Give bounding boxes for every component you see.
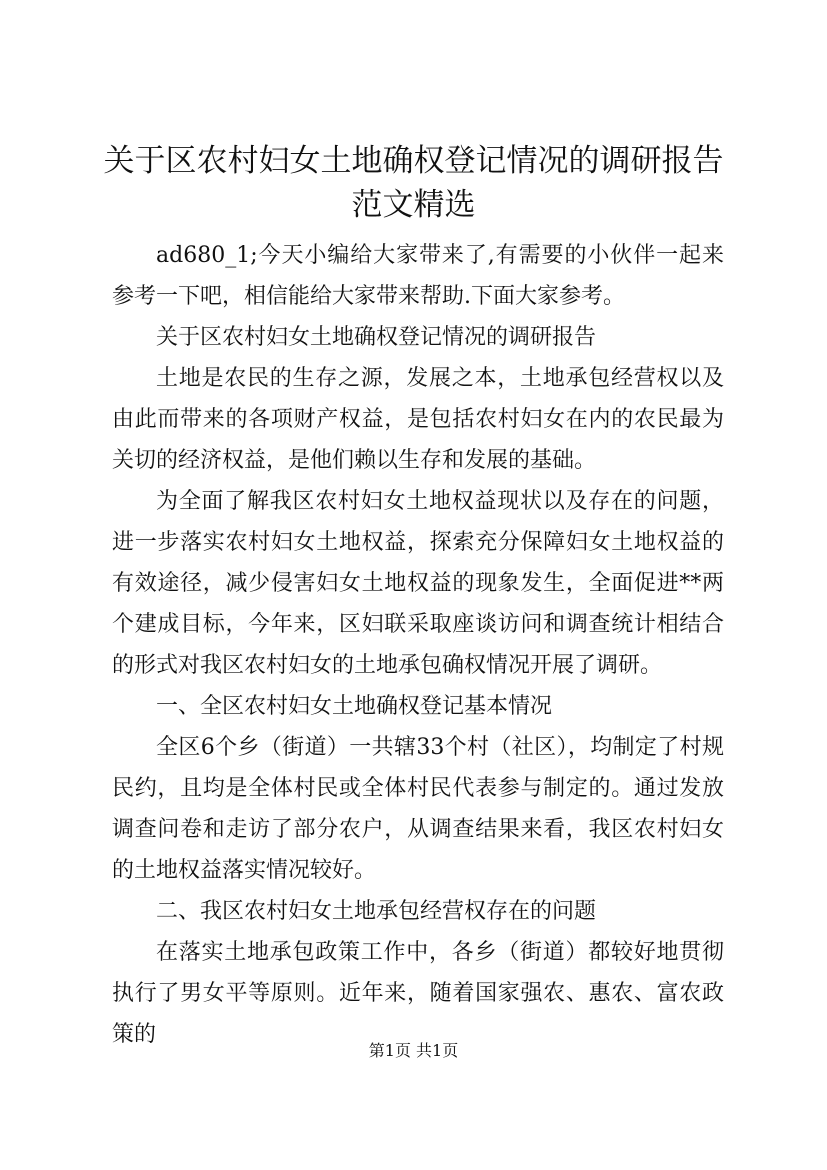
section-heading-basic-situation: 一、全区农村妇女土地确权登记基本情况 (156, 694, 553, 719)
report-subtitle: 关于区农村妇女土地确权登记情况的调研报告 (156, 325, 597, 350)
body-paragraph-land-rights: 土地是农民的生存之源，发展之本，土地承包经营权以及由此而带来的各项财产权益，是包括农村妇女在内的农民最为关切的经济权益，是他们赖以生存和发展的基础。 (112, 366, 724, 473)
page-footer: 第1页 共1页 (368, 1041, 459, 1060)
document-title (100, 139, 727, 227)
body-paragraph-basic-situation: 全区6个乡（街道）一共辖33个村（社区），均制定了村规民约，且均是全体村民或全体村民代表参与制定的。通过发放调查问卷和走访了部分农户，从调查结果来看，我区农村妇女的土地权益落实情况较好。 (112, 735, 724, 883)
section-heading-existing-problems: 二、我区农村妇女土地承包经营权存在的问题 (156, 899, 597, 924)
body-paragraph-research-purpose: 为全面了解我区农村妇女土地权益现状以及存在的问题，进一步落实农村妇女土地权益，探索充分保障妇女土地权益的有效途径，减少侵害妇女土地权益的现象发生，全面促进**两个建成目标，今年来，区妇联采取座谈访问和调查统计相结合的形式对我区农村妇女的土地承包确权情况开展了调研。 (112, 489, 724, 678)
document-title-line-1: 关于区农村妇女土地确权登记情况的调研报告 (103, 143, 724, 179)
document-body (112, 235, 724, 1055)
intro-paragraph: ad680_1;今天小编给大家带来了,有需要的小伙伴一起来参考一下吧，相信能给大家带来帮助.下面大家参考。 (112, 243, 724, 309)
body-paragraph-policy-implementation: 在落实土地承包政策工作中，各乡（街道）都较好地贯彻执行了男女平等原则。近年来，随着国家强农、惠农、富农政策的 (112, 940, 724, 1047)
document-title-line-2: 范文精选 (351, 187, 476, 223)
